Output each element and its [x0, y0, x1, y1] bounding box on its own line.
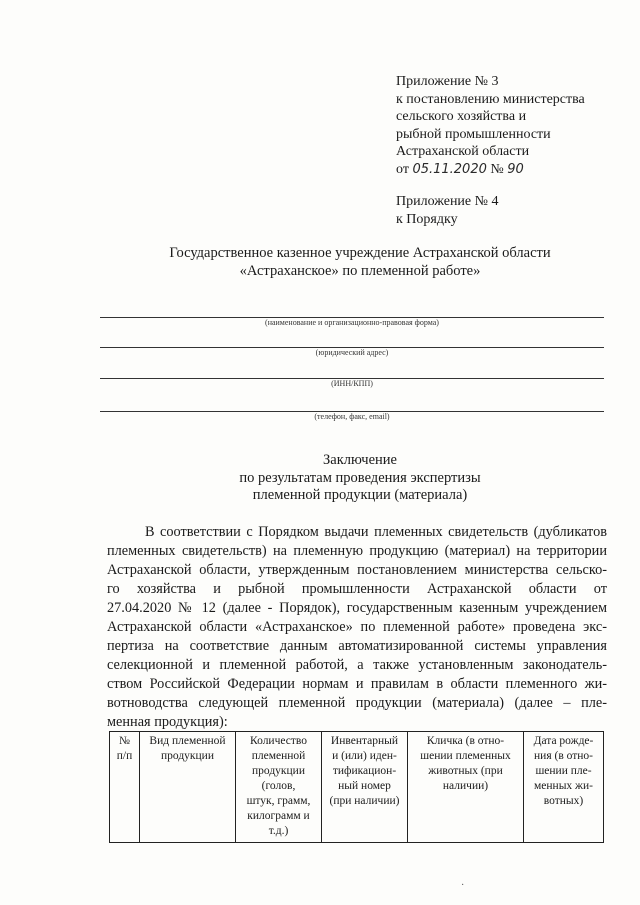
conclusion-heading: [80, 452, 640, 505]
organization-line: Государственное казенное учреждение Астраханской области: [169, 245, 551, 261]
body-line: Астраханской области, утвержденным постановлением министерства сельско-: [107, 562, 607, 578]
appendix-3-block: [396, 73, 585, 178]
header-cell-product-type: Вид племенной продукции: [140, 732, 236, 843]
body-line: пертиза на соответствие данным автоматизированной системы управления: [107, 638, 607, 654]
header-cell-quantity: Количество племенной продукции (голов, штук, грамм, килограмм и т.д.): [236, 732, 322, 843]
stray-mark: ·: [461, 880, 465, 891]
appendix-4-subtitle: к Порядку: [396, 211, 458, 227]
organization-name: [80, 244, 640, 280]
header-cell-nickname: Кличка (в отно- шении племенных животных (при наличии): [408, 732, 524, 843]
fill-caption-inn: (ИНН/КПП): [331, 379, 373, 388]
header-cell-birth-date: Дата рожде- ния (в отно- шении пле- менных жи- вотных): [524, 732, 604, 843]
appendix-3-line: к постановлению министерства: [396, 91, 585, 107]
organization-line: «Астраханское» по племенной работе»: [239, 263, 481, 279]
appendix-3-line: Астраханской области: [396, 144, 530, 159]
appendix-4-block: [396, 193, 499, 228]
date-prefix: от: [396, 161, 409, 177]
body-line: селекционной и племенной работой, а также установленным законодатель-: [107, 657, 607, 673]
breeding-products-table: [109, 731, 604, 843]
header-cell-number: № п/п: [110, 732, 140, 843]
conclusion-subtitle: племенной продукции (материала): [252, 487, 468, 503]
fill-caption-name: (наименование и организационно-правовая форма): [265, 318, 439, 327]
appendix-4-title: Приложение № 4: [396, 194, 499, 209]
fill-caption-contacts: (телефон, факс, email): [314, 412, 390, 421]
body-line: менная продукция):: [107, 714, 228, 730]
header-cell-inventory-number: Инвентарный и (или) иден- тификацион- ный номер (при наличии): [322, 732, 408, 843]
conclusion-subtitle: по результатам проведения экспертизы: [239, 469, 481, 486]
body-line: 27.04.2020 № 12 (далее - Порядок), государственным казенным учреждением: [107, 600, 607, 616]
number-prefix: №: [490, 161, 504, 177]
appendix-3-date-line: [396, 161, 585, 179]
body-line: племенных свидетельств) на племенную продукцию (материал) на территории: [107, 543, 607, 559]
body-paragraph: [107, 523, 607, 732]
body-line: В соответствии с Порядком выдачи племенных свидетельств (дубликатов: [145, 524, 607, 540]
body-line: го хозяйства и рыбной промышленности Астраханской области от: [107, 581, 607, 597]
table-header-row: [110, 732, 604, 843]
handwritten-number: 90: [507, 161, 524, 177]
body-line: ством Российской Федерации нормам и правилам в области племенного жи-: [107, 676, 607, 692]
body-line: Астраханской области «Астраханское» по племенной работе» проведена экс-: [107, 619, 607, 635]
appendix-3-line: сельского хозяйства и: [396, 109, 527, 124]
appendix-3-line: Приложение № 3: [396, 74, 499, 89]
appendix-3-line: рыбной промышленности: [396, 126, 551, 142]
conclusion-title: Заключение: [323, 452, 397, 468]
body-line: вотноводства следующей племенной продукции (материала) (далее – пле-: [107, 695, 607, 711]
fill-caption-address: (юридический адрес): [315, 348, 389, 357]
handwritten-date: 05.11.2020: [412, 161, 487, 177]
